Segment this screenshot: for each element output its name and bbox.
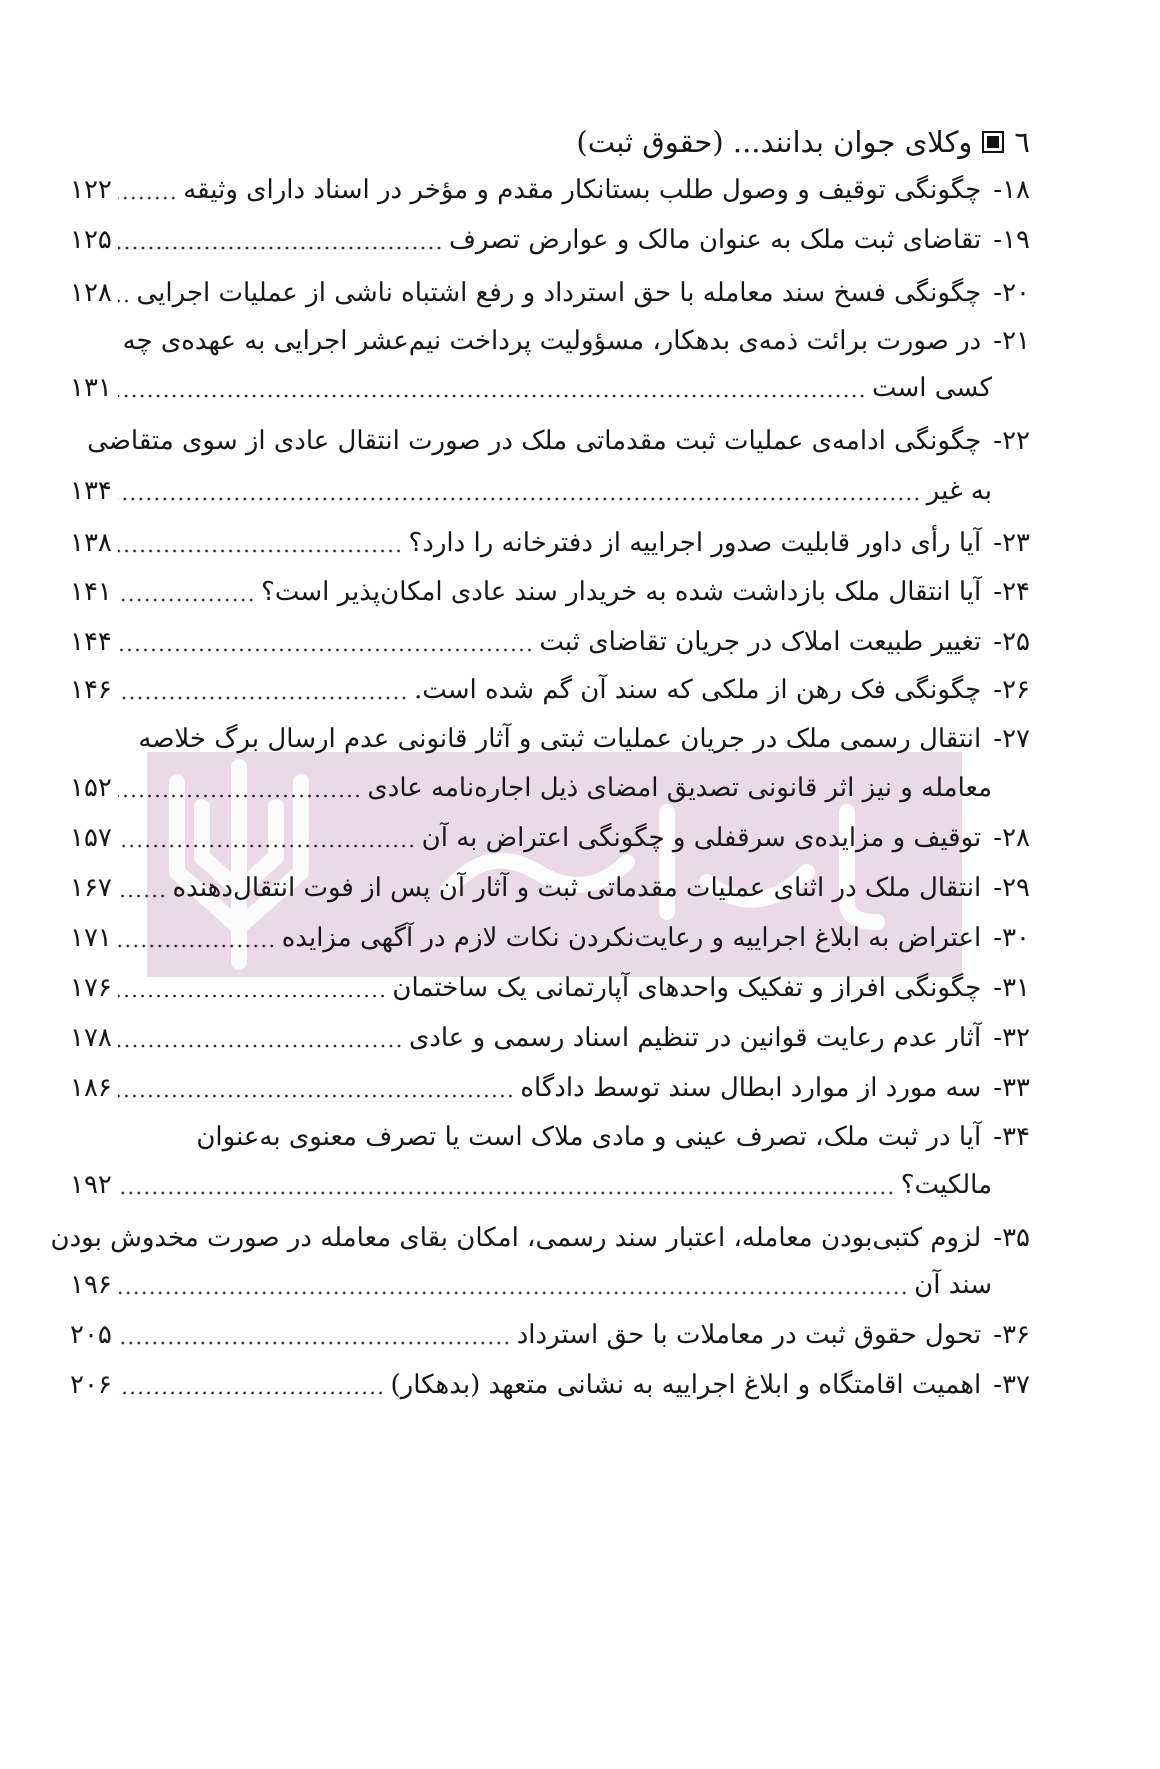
toc-dot-leader [118, 844, 416, 848]
toc-entry [70, 816, 1030, 860]
toc-entry-title: چگونگی فک رهن از ملکی که سند آن گم شده است. [413, 675, 982, 705]
toc-entry-title: آیا در ثبت ملک، تصرف عینی و مادی ملاک است یا تصرف معنوی به‌عنوان [196, 1122, 982, 1152]
toc-entry-number: ۳۳- [993, 1073, 1030, 1103]
toc-entry-number: ۲۱- [993, 326, 1030, 356]
toc-entry-page: ۱۶۷ [70, 873, 112, 903]
toc-entry-number: ۳۱- [993, 973, 1030, 1003]
toc-entry-page: ۱۲۸ [70, 278, 112, 308]
toc-entry-page: ۲۰۵ [70, 1320, 112, 1350]
toc-entry-page: ۱۳۸ [70, 528, 112, 558]
toc-entry [70, 271, 1030, 315]
toc-entry-title: تغییر طبیعت املاک در جریان تقاضای ثبت [539, 627, 982, 657]
toc-dot-leader [118, 1191, 895, 1195]
square-bullet-icon [982, 131, 1004, 153]
toc-entry-title: مالکیت؟ [900, 1170, 992, 1200]
toc-dot-leader [118, 246, 443, 250]
toc-dot-leader [118, 994, 386, 998]
toc-entry-number: ۳۰- [993, 923, 1030, 953]
toc-entry-title: تقاضای ثبت ملک به عنوان مالک و عوارض تصرف [448, 225, 982, 255]
toc-entry [70, 916, 1030, 960]
toc-entry-title: سه مورد از موارد ابطال سند توسط دادگاه [520, 1073, 982, 1103]
toc-entry-number: ۲۰- [993, 278, 1030, 308]
toc-entry-title: سند آن [914, 1270, 992, 1300]
toc-entry-number: ۲۴- [993, 577, 1030, 607]
toc-entry-number: ۲۳- [993, 528, 1030, 558]
toc-entry-title: اهمیت اقامتگاه و ابلاغ اجراییه به نشانی متعهد (بدهکار) [390, 1370, 982, 1400]
toc-dot-leader [118, 497, 921, 501]
toc-entry-number: ۲۶- [993, 675, 1030, 705]
toc-entry-page: ۱۹۲ [70, 1170, 112, 1200]
toc-entry-number: ۲۷- [993, 724, 1030, 754]
toc-dot-leader [118, 648, 533, 652]
toc-entry-number: ۳۲- [993, 1023, 1030, 1053]
book-title: وکلای جوان بدانند... (حقوق ثبت) [576, 125, 973, 159]
toc-entry [70, 1363, 1030, 1407]
toc-dot-leader [118, 894, 167, 898]
toc-entry [70, 1066, 1030, 1110]
toc-entry-title: آیا انتقال ملک بازداشت شده به خریدار سند عادی امکان‌پذیر است؟ [261, 577, 982, 607]
toc-entry-number: ۱۸- [993, 175, 1030, 205]
toc-dot-leader [118, 1044, 403, 1048]
toc-dot-leader [118, 1341, 511, 1345]
toc-entry [70, 717, 1030, 761]
toc-entry-page: ۱۲۵ [70, 225, 112, 255]
toc-dot-leader [118, 1391, 385, 1395]
toc-entry-number: ۳۵- [993, 1223, 1030, 1253]
toc-entry [70, 570, 1030, 614]
toc-entry-page: ۱۲۲ [70, 175, 112, 205]
toc-entry-number: ۲۹- [993, 873, 1030, 903]
toc-dot-leader [118, 1291, 908, 1295]
toc-entry [70, 1115, 1030, 1159]
toc-entry-page: ۱۵۷ [70, 823, 112, 853]
toc-dot-leader [118, 794, 362, 798]
toc-entry-title: چگونگی فسخ سند معامله با حق استرداد و رفع اشتباه ناشی از عملیات اجرایی [136, 278, 982, 308]
toc-entry [70, 966, 1030, 1010]
toc-entry [70, 319, 1030, 363]
toc-entry-title: آثار عدم رعایت قوانین در تنظیم اسناد رسمی و عادی [408, 1023, 982, 1053]
toc-entry-number: ۳۶- [993, 1320, 1030, 1350]
running-header [560, 120, 1030, 164]
toc-entry [50, 1216, 1030, 1260]
toc-entry-number: ۱۹- [993, 225, 1030, 255]
toc-dot-leader [118, 549, 403, 553]
toc-dot-leader [118, 944, 276, 948]
toc-entry-page: ۱۸۶ [70, 1073, 112, 1103]
toc-entry-title: اعتراض به ابلاغ اجراییه و رعایت‌نکردن نکات لازم در آگهی مزایده [281, 923, 982, 953]
toc-entry-title: انتقال ملک در اثنای عملیات مقدماتی ثبت و آثار آن پس از فوت انتقال‌دهنده [172, 873, 982, 903]
toc-dot-leader [118, 1094, 514, 1098]
toc-entry [70, 419, 1030, 463]
toc-entry [70, 1016, 1030, 1060]
toc-entry-number: ۳۴- [993, 1122, 1030, 1152]
toc-entry-page: ۱۳۱ [70, 373, 112, 403]
toc-entry-page: ۱۴۱ [70, 577, 112, 607]
toc-entry-page: ۲۰۶ [70, 1370, 112, 1400]
toc-entry-title: انتقال رسمی ملک در جریان عملیات ثبتی و آثار قانونی عدم ارسال برگ خلاصه [138, 724, 982, 754]
toc-entry [70, 1163, 992, 1207]
toc-entry [70, 521, 1030, 565]
toc-entry [70, 766, 992, 810]
toc-entry-page: ۱۴۶ [70, 675, 112, 705]
toc-entry-page: ۱۷۱ [70, 923, 112, 953]
toc-entry-number: ۲۸- [993, 823, 1030, 853]
toc-entry-title: توقیف و مزایده‌ی سرقفلی و چگونگی اعتراض به آن [421, 823, 982, 853]
toc-entry [70, 866, 1030, 910]
toc-entry-number: ۲۵- [993, 627, 1030, 657]
toc-entry-page: ۱۵۲ [70, 773, 112, 803]
toc-entry [70, 668, 1030, 712]
toc-entry-page: ۱۷۶ [70, 973, 112, 1003]
toc-dot-leader [118, 299, 131, 303]
toc-entry-page: ۱۳۴ [70, 476, 112, 506]
toc-entry-number: ۲۲- [993, 426, 1030, 456]
toc-entry-page: ۱۴۴ [70, 627, 112, 657]
toc-entry-title: آیا رأی داور قابلیت صدور اجراییه از دفترخانه را دارد؟ [408, 528, 982, 558]
toc-entry-page: ۱۹۶ [70, 1270, 112, 1300]
toc-entry [70, 1263, 992, 1307]
page-number: ٦ [1014, 125, 1030, 159]
toc-dot-leader [118, 196, 177, 200]
toc-dot-leader [118, 598, 255, 602]
toc-entry-title: در صورت برائت ذمه‌ی بدهکار، مسؤولیت پرداخت نیم‌عشر اجرایی به عهده‌ی چه [122, 326, 982, 356]
toc-entry [70, 218, 1030, 262]
toc-entry-title: لزوم کتبی‌بودن معامله، اعتبار سند رسمی، امکان بقای معامله در صورت مخدوش بودن [50, 1223, 982, 1253]
toc-dot-leader [118, 394, 866, 398]
toc-entry [70, 620, 1030, 664]
toc-entry-page: ۱۷۸ [70, 1023, 112, 1053]
toc-entry-title: چگونگی ادامه‌ی عملیات ثبت مقدماتی ملک در صورت انتقال عادی از سوی متقاضی [87, 426, 982, 456]
toc-entry [70, 168, 1030, 212]
toc-dot-leader [118, 696, 408, 700]
toc-entry [70, 1313, 1030, 1357]
toc-entry-title: معامله و نیز اثر قانونی تصدیق امضای ذیل اجاره‌نامه عادی [367, 773, 992, 803]
toc-entry [70, 469, 992, 513]
toc-entry-title: به غیر [926, 476, 992, 506]
toc-entry-title: کسی است [871, 373, 992, 403]
toc-entry-title: چگونگی افراز و تفکیک واحدهای آپارتمانی یک ساختمان [392, 973, 982, 1003]
toc-entry-number: ۳۷- [993, 1370, 1030, 1400]
toc-entry-title: چگونگی توقیف و وصول طلب بستانکار مقدم و مؤخر در اسناد دارای وثیقه [183, 175, 982, 205]
toc-entry [70, 366, 992, 410]
toc-entry-title: تحول حقوق ثبت در معاملات با حق استرداد [516, 1320, 982, 1350]
